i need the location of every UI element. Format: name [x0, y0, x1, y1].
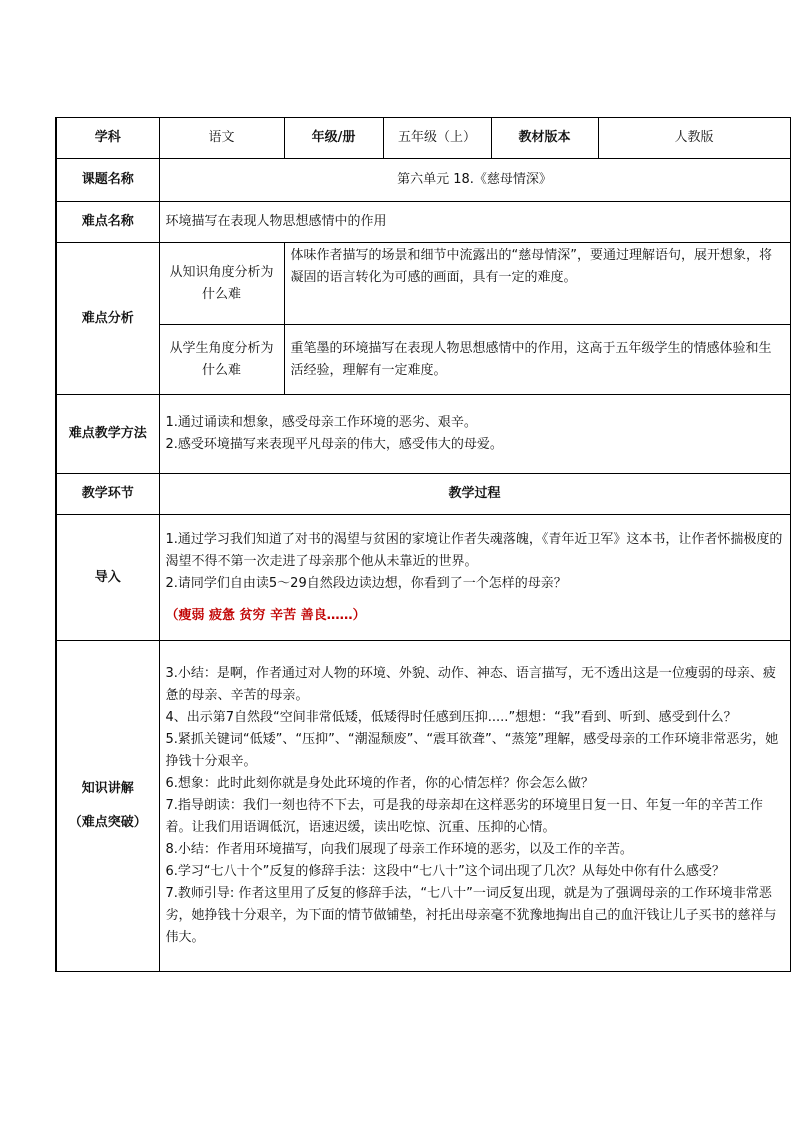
knowledge-item: 6.学习“七八十个”反复的修辞手法：这段中“七八十”这个词出现了几次？从每处中你有什么感受？	[165, 864, 725, 879]
intro-label: 导入	[56, 515, 159, 641]
edition-label: 教材版本	[491, 118, 598, 159]
student-angle-label: 从学生角度分析为什么难	[159, 325, 284, 395]
process-label: 教学过程	[159, 474, 790, 515]
analysis-student-row	[56, 325, 790, 395]
knowledge-item: 4、出示第7自然段“空间非常低矮，低矮得时任感到压抑.....”想想：“我”看到、听到、感受到什么？	[165, 710, 737, 725]
knowledge-label-cell	[56, 641, 159, 972]
subject-value: 语文	[159, 118, 284, 159]
topic-value: 第六单元 18.《慈母情深》	[159, 159, 790, 202]
knowledge-label: 知识讲解	[81, 781, 134, 796]
method-row	[56, 395, 790, 474]
knowledge-item: 3.小结：是啊，作者通过对人物的环境、外貌、动作、神态、语言描写，无不透出这是一位瘦弱的母亲、疲惫的母亲、辛苦的母亲。	[165, 666, 776, 703]
knowledge-angle-label: 从知识角度分析为什么难	[159, 243, 284, 325]
intro-item: 2.请同学们自由读5～29自然段边读边想，你看到了一个怎样的母亲？	[165, 575, 567, 591]
topic-row	[56, 159, 790, 202]
knowledge-sublabel: （难点突破）	[68, 815, 147, 830]
knowledge-item: 8.小结：作者用环境描写，向我们展现了母亲工作环境的恶劣，以及工作的辛苦。	[165, 842, 633, 857]
intro-highlight: （瘦弱 疲惫 贫穷 辛苦 善良……）	[165, 607, 366, 623]
analysis-label: 难点分析	[56, 243, 159, 395]
analysis-knowledge-row	[56, 243, 790, 325]
knowledge-item: 7.指导朗读：我们一刻也待不下去，可是我的母亲却在这样恶劣的环境里日复一日、年复一年的辛苦工作着。让我们用语调低沉，语速迟缓，读出吃惊、沉重、压抑的心情。	[165, 798, 763, 835]
difficulty-value: 环境描写在表现人物思想感情中的作用	[159, 202, 790, 243]
subject-label: 学科	[56, 118, 159, 159]
difficulty-label: 难点名称	[56, 202, 159, 243]
grade-label: 年级/册	[284, 118, 383, 159]
method-item: 1.通过诵读和想象，感受母亲工作环境的恶劣、艰辛。	[165, 415, 477, 430]
edition-value: 人教版	[598, 118, 790, 159]
process-header-row	[56, 474, 790, 515]
method-content	[159, 395, 790, 474]
intro-item: 1.通过学习我们知道了对书的渴望与贫困的家境让作者失魂落魄，《青年近卫军》这本书，让作者怀揣极度的渴望不得不第一次走进了母亲那个他从未靠近的世界。	[165, 531, 783, 569]
difficulty-row	[56, 202, 790, 243]
topic-label: 课题名称	[56, 159, 159, 202]
intro-content	[159, 515, 790, 641]
grade-value: 五年级（上）	[383, 118, 491, 159]
knowledge-row	[56, 641, 790, 972]
lesson-plan-table	[55, 117, 791, 972]
knowledge-item: 5.紧抓关键词“低矮”、“压抑”、“潮湿颓废”、“震耳欲聋”、“蒸笼”理解，感受母亲的工作环境非常恶劣，她挣钱十分艰辛。	[165, 732, 779, 769]
stage-label: 教学环节	[56, 474, 159, 515]
knowledge-item: 6.想象：此时此刻你就是身处此环境的作者，你的心情怎样？你会怎么做？	[165, 776, 594, 791]
knowledge-content	[159, 641, 790, 972]
method-item: 2.感受环境描写来表现平凡母亲的伟大，感受伟大的母爱。	[165, 437, 503, 452]
student-angle-text: 重笔墨的环境描写在表现人物思想感情中的作用，这高于五年级学生的情感体验和生活经验，理解有一定难度。	[284, 325, 790, 395]
header-row	[56, 118, 790, 159]
intro-row	[56, 515, 790, 641]
knowledge-angle-text: 体味作者描写的场景和细节中流露出的“慈母情深”，要通过理解语句，展开想象，将凝固的语言转化为可感的画面，具有一定的难度。	[284, 243, 790, 325]
method-label: 难点教学方法	[56, 395, 159, 474]
knowledge-item: 7.教师引导: 作者这里用了反复的修辞手法，“七八十”一词反复出现，就是为了强调母亲的工作环境非常恶劣，她挣钱十分艰辛，为下面的情节做铺垫，衬托出母亲毫不犹豫地掏出自己的血汗钱让儿子买书的慈祥与伟大。	[165, 886, 777, 945]
